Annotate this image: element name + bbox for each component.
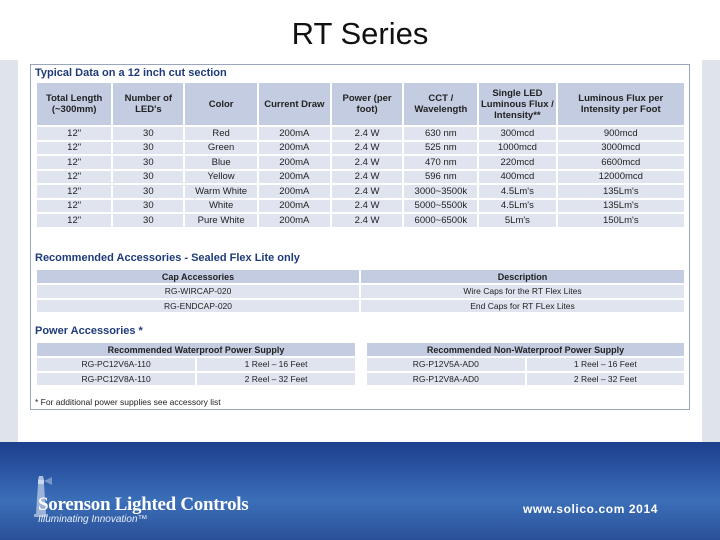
table-cell: 30 xyxy=(112,199,184,214)
table-cell: 135Lm's xyxy=(557,199,685,214)
table-cell: 5000~5500k xyxy=(403,199,478,214)
table-cell: 30 xyxy=(112,213,184,228)
table-cell: 150Lm's xyxy=(557,213,685,228)
table-row xyxy=(366,372,685,387)
typical-data-header-row xyxy=(36,82,685,126)
table-cell: 2 Reel – 32 Feet xyxy=(526,372,685,387)
table-cell: RG-ENDCAP-020 xyxy=(36,299,360,314)
table-cell: 300mcd xyxy=(478,126,556,141)
column-header: CCT / Wavelength xyxy=(403,82,478,126)
spec-sheet-panel xyxy=(30,64,690,410)
column-header: Total Length (~300mm) xyxy=(36,82,112,126)
table-row xyxy=(36,126,685,141)
table-cell: 135Lm's xyxy=(557,184,685,199)
table-cell: 2 Reel – 32 Feet xyxy=(196,372,356,387)
table-cell: 12" xyxy=(36,213,112,228)
table-cell: RG-PC12V6A-110 xyxy=(36,357,196,372)
left-margin-strip xyxy=(0,60,18,442)
table-cell: 200mA xyxy=(258,155,331,170)
table-row xyxy=(36,213,685,228)
table-cell: 2.4 W xyxy=(331,170,404,185)
table-cell: 900mcd xyxy=(557,126,685,141)
table-cell: 1 Reel – 16 Feet xyxy=(526,357,685,372)
table-cell: 3000mcd xyxy=(557,141,685,156)
table-cell: 470 nm xyxy=(403,155,478,170)
table-cell: Pure White xyxy=(184,213,257,228)
table-cell: 200mA xyxy=(258,199,331,214)
table-row xyxy=(366,357,685,372)
table-cell: RG-WIRCAP-020 xyxy=(36,284,360,299)
table-row xyxy=(36,357,356,372)
table-cell: 2.4 W xyxy=(331,199,404,214)
typical-data-heading: Typical Data on a 12 inch cut section xyxy=(35,67,227,79)
table-row xyxy=(36,141,685,156)
table-row xyxy=(36,299,685,314)
table-cell: RG-P12V8A-AD0 xyxy=(366,372,526,387)
column-header: Cap Accessories xyxy=(36,269,360,284)
table-cell: End Caps for RT FLex Lites xyxy=(360,299,685,314)
table-cell: 3000~3500k xyxy=(403,184,478,199)
table-cell: 5Lm's xyxy=(478,213,556,228)
column-header: Single LED Luminous Flux / Intensity** xyxy=(478,82,556,126)
power-footnote: * For additional power supplies see accessory list xyxy=(35,397,221,407)
table-cell: 596 nm xyxy=(403,170,478,185)
table-cell: 525 nm xyxy=(403,141,478,156)
table-cell: Red xyxy=(184,126,257,141)
table-cell: 2.4 W xyxy=(331,155,404,170)
waterproof-power-table xyxy=(35,341,357,387)
accessories-header-row xyxy=(36,269,685,284)
right-margin-strip xyxy=(702,60,720,442)
website-text: www.solico.com 2014 xyxy=(523,502,659,516)
table-cell: Green xyxy=(184,141,257,156)
table-cell: 30 xyxy=(112,184,184,199)
table-cell: 12" xyxy=(36,155,112,170)
column-header: Current Draw xyxy=(258,82,331,126)
power-accessories-heading: Power Accessories * xyxy=(35,325,143,337)
table-cell: 200mA xyxy=(258,213,331,228)
table-cell: 630 nm xyxy=(403,126,478,141)
company-tagline: Illuminating Innovation™ xyxy=(38,514,148,525)
table-row xyxy=(36,372,356,387)
table-cell: 2.4 W xyxy=(331,126,404,141)
table-cell: 12" xyxy=(36,141,112,156)
table-cell: 1000mcd xyxy=(478,141,556,156)
column-header: Power (per foot) xyxy=(331,82,404,126)
typical-data-table xyxy=(35,81,686,229)
table-cell: 2.4 W xyxy=(331,184,404,199)
table-cell: 12" xyxy=(36,199,112,214)
table-cell: 2.4 W xyxy=(331,213,404,228)
table-cell: 6000~6500k xyxy=(403,213,478,228)
column-header: Description xyxy=(360,269,685,284)
table-cell: Warm White xyxy=(184,184,257,199)
company-logo-text: Sorenson Lighted Controls xyxy=(38,494,249,515)
accessories-table xyxy=(35,268,686,314)
table-cell: 400mcd xyxy=(478,170,556,185)
spec-sheet-content xyxy=(35,67,686,407)
table-cell: 12000mcd xyxy=(557,170,685,185)
table-cell: 12" xyxy=(36,184,112,199)
non-waterproof-power-table xyxy=(365,341,686,387)
table-cell: 200mA xyxy=(258,184,331,199)
footer-band xyxy=(0,442,720,540)
table-cell: 12" xyxy=(36,170,112,185)
table-cell: 4.5Lm's xyxy=(478,199,556,214)
table-cell: 200mA xyxy=(258,126,331,141)
table-row xyxy=(36,284,685,299)
table-cell: 30 xyxy=(112,141,184,156)
table-cell: White xyxy=(184,199,257,214)
table-cell: Yellow xyxy=(184,170,257,185)
table-cell: RG-PC12V8A-110 xyxy=(36,372,196,387)
column-header: Recommended Waterproof Power Supply xyxy=(36,342,356,357)
waterproof-header-row xyxy=(36,342,356,357)
table-row xyxy=(36,199,685,214)
column-header: Recommended Non-Waterproof Power Supply xyxy=(366,342,685,357)
table-cell: RG-P12V5A-AD0 xyxy=(366,357,526,372)
table-cell: 12" xyxy=(36,126,112,141)
table-cell: 6600mcd xyxy=(557,155,685,170)
table-cell: Wire Caps for the RT Flex Lites xyxy=(360,284,685,299)
column-header: Color xyxy=(184,82,257,126)
table-cell: 220mcd xyxy=(478,155,556,170)
table-cell: 4.5Lm's xyxy=(478,184,556,199)
table-cell: 30 xyxy=(112,170,184,185)
table-cell: Blue xyxy=(184,155,257,170)
non-waterproof-header-row xyxy=(366,342,685,357)
table-cell: 30 xyxy=(112,155,184,170)
table-cell: 30 xyxy=(112,126,184,141)
table-row xyxy=(36,170,685,185)
slide-title: RT Series xyxy=(291,16,429,51)
table-cell: 1 Reel – 16 Feet xyxy=(196,357,356,372)
table-cell: 200mA xyxy=(258,170,331,185)
column-header: Number of LED's xyxy=(112,82,184,126)
table-cell: 200mA xyxy=(258,141,331,156)
column-header: Luminous Flux per Intensity per Foot xyxy=(557,82,685,126)
table-row xyxy=(36,184,685,199)
accessories-heading: Recommended Accessories - Sealed Flex Lite only xyxy=(35,252,300,264)
table-row xyxy=(36,155,685,170)
table-cell: 2.4 W xyxy=(331,141,404,156)
